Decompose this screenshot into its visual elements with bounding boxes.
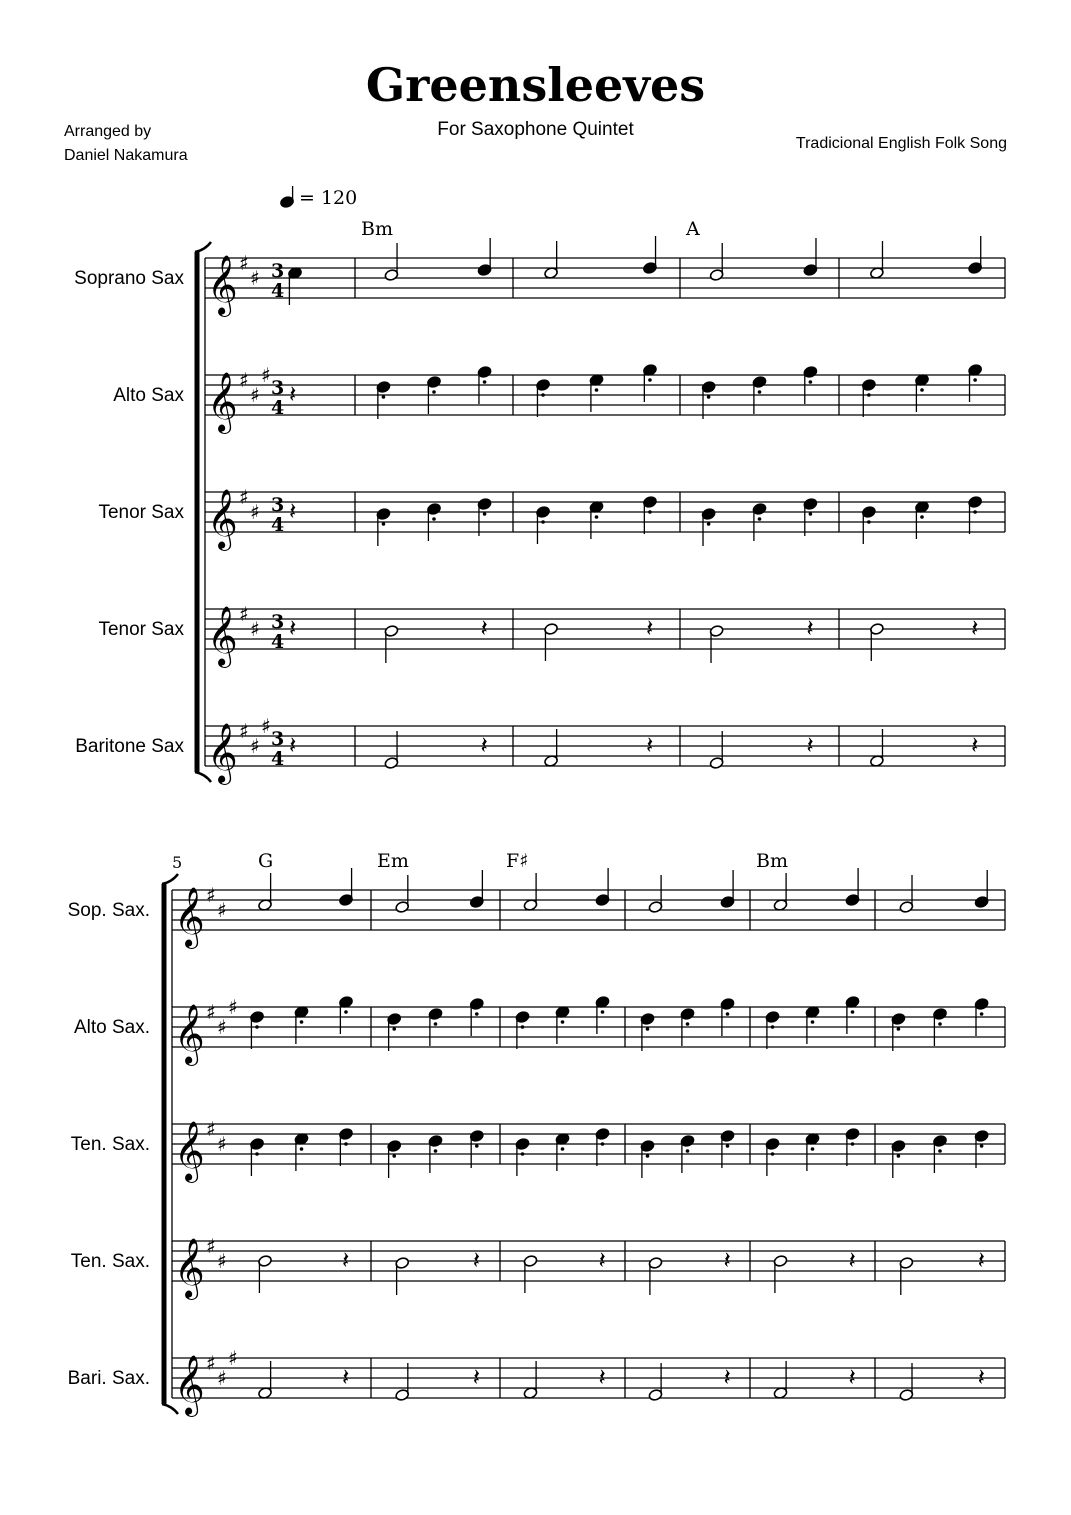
staccato-dot bbox=[392, 1027, 396, 1031]
time-signature-bottom: 4 bbox=[271, 397, 285, 419]
instrument-label: Alto Sax bbox=[113, 385, 184, 406]
staccato-dot bbox=[541, 520, 545, 524]
staccato-dot bbox=[382, 522, 386, 526]
key-signature-sharp: ♯ bbox=[261, 714, 271, 738]
staccato-dot bbox=[255, 1152, 259, 1156]
staccato-dot bbox=[646, 1027, 650, 1031]
time-signature-bottom: 4 bbox=[271, 631, 285, 653]
key-signature-sharp: ♯ bbox=[217, 898, 227, 922]
staccato-dot bbox=[811, 1020, 815, 1024]
instrument-label: Bari. Sax. bbox=[67, 1368, 150, 1389]
score-subtitle: For Saxophone Quintet bbox=[437, 119, 634, 140]
measure-number: 5 bbox=[172, 853, 183, 872]
key-signature-sharp: ♯ bbox=[250, 500, 260, 524]
bracket-hook-top bbox=[162, 874, 178, 884]
key-signature-sharp: ♯ bbox=[250, 266, 260, 290]
time-signature-bottom: 4 bbox=[271, 748, 285, 770]
instrument-label: Tenor Sax bbox=[98, 502, 184, 523]
chord-symbol: F♯ bbox=[506, 850, 529, 872]
treble-clef-icon: 𝄞 bbox=[207, 372, 238, 432]
quarter-rest-icon: 𝄽 bbox=[598, 1246, 606, 1274]
quarter-rest-icon: 𝄽 bbox=[341, 1363, 350, 1391]
staccato-dot bbox=[483, 512, 487, 516]
quarter-rest-icon: 𝄽 bbox=[723, 1363, 731, 1391]
quarter-rest-icon: 𝄽 bbox=[289, 731, 297, 759]
staccato-dot bbox=[867, 520, 871, 524]
chord-symbol: Bm bbox=[361, 218, 393, 240]
chord-symbol: Em bbox=[377, 850, 409, 872]
staccato-dot bbox=[648, 378, 652, 382]
staccato-dot bbox=[920, 388, 924, 392]
staccato-dot bbox=[475, 1144, 479, 1148]
key-signature-sharp: ♯ bbox=[206, 1117, 216, 1141]
key-signature-sharp: ♯ bbox=[239, 368, 249, 392]
staccato-dot bbox=[434, 1022, 438, 1026]
staccato-dot bbox=[382, 395, 386, 399]
staccato-dot bbox=[392, 1154, 396, 1158]
chord-symbol: Bm bbox=[756, 850, 788, 872]
quarter-rest-icon: 𝄽 bbox=[289, 497, 297, 525]
quarter-rest-icon: 𝄽 bbox=[848, 1246, 856, 1274]
staccato-dot bbox=[475, 1012, 479, 1016]
time-signature-bottom: 4 bbox=[271, 280, 285, 302]
key-signature-sharp: ♯ bbox=[250, 734, 260, 758]
staccato-dot bbox=[255, 1025, 259, 1029]
key-signature-sharp: ♯ bbox=[206, 1351, 216, 1375]
quarter-rest-icon: 𝄽 bbox=[289, 380, 297, 408]
time-signature-bottom: 4 bbox=[271, 514, 285, 536]
quarter-rest-icon: 𝄽 bbox=[598, 1363, 606, 1391]
treble-clef-icon: 𝄞 bbox=[207, 723, 238, 783]
staccato-dot bbox=[595, 515, 599, 519]
staccato-dot bbox=[980, 1012, 984, 1016]
staccato-dot bbox=[811, 1147, 815, 1151]
key-signature-sharp: ♯ bbox=[239, 719, 249, 743]
treble-clef-icon: 𝄞 bbox=[174, 1355, 205, 1415]
quarter-rest-icon: 𝄽 bbox=[472, 1363, 481, 1391]
instrument-label: Sop. Sax. bbox=[67, 900, 150, 921]
arranger-label: Arranged by bbox=[64, 123, 152, 140]
time-signature-top: 3 bbox=[271, 260, 285, 282]
staccato-dot bbox=[601, 1010, 605, 1014]
staccato-dot bbox=[980, 1144, 984, 1148]
instrument-label: Soprano Sax bbox=[74, 268, 184, 289]
quarter-rest-icon: 𝄽 bbox=[723, 1246, 731, 1274]
staccato-dot bbox=[595, 388, 599, 392]
time-signature-top: 3 bbox=[271, 728, 285, 750]
staccato-dot bbox=[973, 510, 977, 514]
staccato-dot bbox=[707, 522, 711, 526]
staccato-dot bbox=[938, 1022, 942, 1026]
staccato-dot bbox=[344, 1142, 348, 1146]
key-signature-sharp: ♯ bbox=[261, 363, 271, 387]
quarter-rest-icon: 𝄽 bbox=[971, 731, 979, 759]
bracket-hook-top bbox=[195, 242, 211, 252]
treble-clef-icon: 𝄞 bbox=[174, 1004, 205, 1064]
quarter-rest-icon: 𝄽 bbox=[806, 731, 814, 759]
quarter-rest-icon: 𝄽 bbox=[977, 1246, 985, 1274]
instrument-label: Ten. Sax. bbox=[70, 1134, 150, 1155]
instrument-label: Tenor Sax bbox=[98, 619, 184, 640]
staccato-dot bbox=[601, 1142, 605, 1146]
staccato-dot bbox=[300, 1147, 304, 1151]
composer-credit: Tradicional English Folk Song bbox=[795, 135, 1007, 152]
staccato-dot bbox=[973, 378, 977, 382]
treble-clef-icon: 𝄞 bbox=[174, 1238, 205, 1298]
staccato-dot bbox=[851, 1010, 855, 1014]
key-signature-sharp: ♯ bbox=[217, 1015, 227, 1039]
quarter-rest-icon: 𝄽 bbox=[472, 1246, 481, 1274]
key-signature-sharp: ♯ bbox=[239, 485, 249, 509]
staccato-dot bbox=[726, 1012, 730, 1016]
quarter-rest-icon: 𝄽 bbox=[645, 731, 654, 759]
staccato-dot bbox=[521, 1025, 525, 1029]
arranger-name: Daniel Nakamura bbox=[64, 147, 188, 164]
staccato-dot bbox=[758, 390, 762, 394]
treble-clef-icon: 𝄞 bbox=[174, 887, 205, 947]
staccato-dot bbox=[344, 1010, 348, 1014]
staccato-dot bbox=[938, 1149, 942, 1153]
time-signature-top: 3 bbox=[271, 611, 285, 633]
staccato-dot bbox=[561, 1020, 565, 1024]
staccato-dot bbox=[432, 390, 436, 394]
score-title: Greensleeves bbox=[365, 58, 706, 112]
time-signature-top: 3 bbox=[271, 377, 285, 399]
quarter-rest-icon: 𝄽 bbox=[480, 614, 488, 642]
instrument-label: Baritone Sax bbox=[75, 736, 184, 757]
staccato-dot bbox=[758, 517, 762, 521]
time-signature-top: 3 bbox=[271, 494, 285, 516]
quarter-rest-icon: 𝄽 bbox=[971, 614, 979, 642]
key-signature-sharp: ♯ bbox=[206, 883, 216, 907]
key-signature-sharp: ♯ bbox=[239, 251, 249, 275]
staccato-dot bbox=[897, 1154, 901, 1158]
quarter-rest-icon: 𝄽 bbox=[977, 1363, 985, 1391]
staccato-dot bbox=[809, 380, 813, 384]
key-signature-sharp: ♯ bbox=[217, 1132, 227, 1156]
quarter-rest-icon: 𝄽 bbox=[480, 731, 488, 759]
quarter-rest-icon: 𝄽 bbox=[645, 614, 654, 642]
instrument-label: Ten. Sax. bbox=[70, 1251, 150, 1272]
staccato-dot bbox=[686, 1022, 690, 1026]
quarter-rest-icon: 𝄽 bbox=[341, 1246, 350, 1274]
key-signature-sharp: ♯ bbox=[217, 1366, 227, 1390]
staccato-dot bbox=[686, 1149, 690, 1153]
staccato-dot bbox=[483, 380, 487, 384]
staccato-dot bbox=[561, 1147, 565, 1151]
treble-clef-icon: 𝄞 bbox=[174, 1121, 205, 1181]
treble-clef-icon: 𝄞 bbox=[207, 606, 238, 666]
staccato-dot bbox=[867, 393, 871, 397]
key-signature-sharp: ♯ bbox=[217, 1249, 227, 1273]
key-signature-sharp: ♯ bbox=[250, 383, 260, 407]
chord-symbol: G bbox=[258, 850, 274, 872]
staccato-dot bbox=[771, 1152, 775, 1156]
treble-clef-icon: 𝄞 bbox=[207, 489, 238, 549]
chord-symbol: A bbox=[686, 218, 700, 240]
key-signature-sharp: ♯ bbox=[250, 617, 260, 641]
key-signature-sharp: ♯ bbox=[228, 1346, 238, 1370]
instrument-label: Alto Sax. bbox=[73, 1017, 150, 1038]
staccato-dot bbox=[646, 1154, 650, 1158]
staccato-dot bbox=[920, 515, 924, 519]
key-signature-sharp: ♯ bbox=[206, 1234, 216, 1258]
quarter-rest-icon: 𝄽 bbox=[848, 1363, 856, 1391]
key-signature-sharp: ♯ bbox=[239, 602, 249, 626]
tempo-marking: = 120 bbox=[299, 187, 358, 209]
staccato-dot bbox=[726, 1144, 730, 1148]
quarter-rest-icon: 𝄽 bbox=[806, 614, 814, 642]
staccato-dot bbox=[300, 1020, 304, 1024]
key-signature-sharp: ♯ bbox=[206, 1000, 216, 1024]
key-signature-sharp: ♯ bbox=[228, 995, 238, 1019]
staccato-dot bbox=[432, 517, 436, 521]
staccato-dot bbox=[521, 1152, 525, 1156]
staccato-dot bbox=[771, 1025, 775, 1029]
staccato-dot bbox=[707, 395, 711, 399]
quarter-rest-icon: 𝄽 bbox=[289, 614, 297, 642]
staccato-dot bbox=[809, 512, 813, 516]
treble-clef-icon: 𝄞 bbox=[207, 255, 238, 315]
staccato-dot bbox=[851, 1142, 855, 1146]
staccato-dot bbox=[648, 510, 652, 514]
staccato-dot bbox=[541, 393, 545, 397]
staccato-dot bbox=[897, 1027, 901, 1031]
staccato-dot bbox=[434, 1149, 438, 1153]
